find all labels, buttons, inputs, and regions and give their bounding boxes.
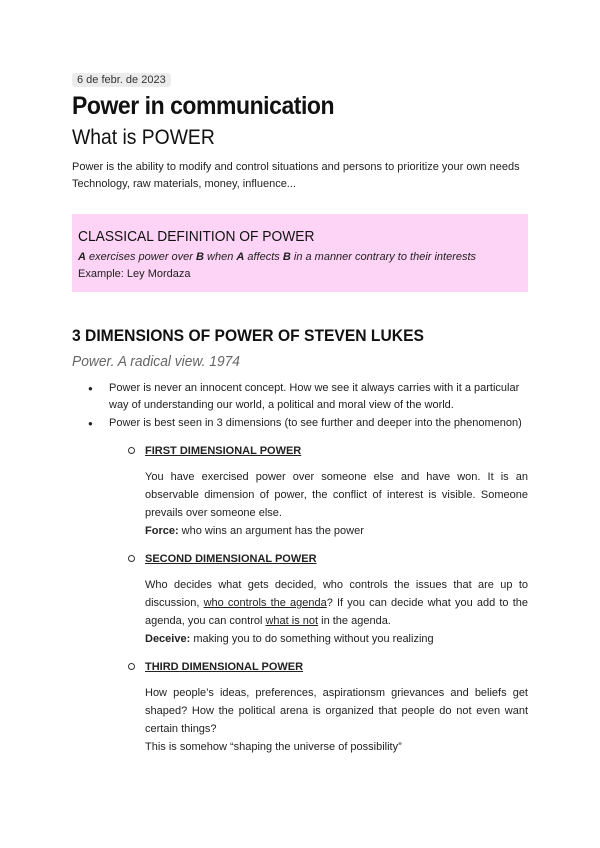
date-chip: 6 de febr. de 2023 (72, 73, 171, 87)
def-a1: A (78, 251, 86, 263)
force-text: who wins an argument has the power (178, 525, 364, 537)
dimension-first-key (145, 522, 528, 540)
dimension-third-body (145, 684, 528, 756)
dimension-third-text: How people’s ideas, preferences, aspirationsm grievances and beliefs get shaped? How the political arena is organized that people do not even want certain things? (145, 687, 528, 735)
circle-bullet-icon (128, 663, 135, 670)
second-mid: ? If you can decide what you add to the agenda, you can control (145, 597, 528, 627)
intro-line-1: Power is the ability to modify and control situations and persons to prioritize your own needs (72, 161, 520, 173)
dimension-first-body (145, 468, 528, 540)
callout-heading: CLASSICAL DEFINITION OF POWER (78, 228, 315, 245)
circle-bullet-icon (128, 447, 135, 454)
bullet-list (72, 380, 528, 432)
def-t1: exercises power over (85, 251, 196, 263)
intro-text (72, 159, 528, 193)
dimension-third-title: THIRD DIMENSIONAL POWER (145, 661, 304, 673)
dimension-second-title: SECOND DIMENSIONAL POWER (145, 553, 317, 565)
section-subheading: Power. A radical view. 1974 (72, 353, 240, 370)
callout-example: Example: Ley Mordaza (78, 268, 191, 280)
def-t4: in a manner contrary to their interests (290, 251, 477, 263)
def-t2: when (203, 251, 237, 263)
dimension-third-note: This is somehow “shaping the universe of possibility” (145, 741, 402, 753)
bullet-item-2: ● Power is best seen in 3 dimensions (to see further and deeper into the phenomenon) (72, 415, 528, 432)
intro-line-2: Technology, raw materials, money, influence... (72, 178, 296, 190)
page-title: Power in communication (72, 92, 335, 120)
second-pre: Who decides what gets decided, who controls the issues that are up to discussion, (145, 579, 528, 609)
dimension-second-key (145, 630, 528, 648)
force-label: Force: (145, 525, 179, 537)
dimension-second-text (145, 576, 528, 630)
second-underline-2: what is not (265, 615, 319, 627)
def-a2: A (236, 251, 245, 263)
def-b2: B (282, 251, 291, 263)
def-b1: B (196, 251, 204, 263)
dimension-first-title: FIRST DIMENSIONAL POWER (145, 445, 302, 457)
def-t3: affects (244, 251, 283, 263)
dimension-third (72, 660, 528, 756)
circle-bullet-icon (128, 555, 135, 562)
second-post: in the agenda. (318, 615, 391, 627)
dimension-second-body (145, 576, 528, 648)
dimensions-list (72, 444, 528, 756)
dimension-first (72, 444, 528, 540)
page-subtitle: What is POWER (72, 126, 215, 149)
definition-callout (72, 214, 528, 292)
dimension-first-text: You have exercised power over someone else and have won. It is an observable dimension of power, the conflict of interest is visible. Someone prevails over someone else. (145, 471, 528, 519)
deceive-label: Deceive: (145, 633, 191, 645)
dimension-second (72, 552, 528, 648)
section-heading: 3 DIMENSIONS OF POWER OF STEVEN LUKES (72, 326, 424, 345)
callout-definition (78, 249, 522, 266)
second-underline-1: who controls the agenda (203, 597, 327, 609)
deceive-text: making you to do something without you realizing (190, 633, 434, 645)
document-page (72, 70, 528, 756)
bullet-item-1: ● Power is never an innocent concept. How we see it always carries with it a particular way of understanding our world, a political and moral view of the world. (72, 380, 528, 414)
